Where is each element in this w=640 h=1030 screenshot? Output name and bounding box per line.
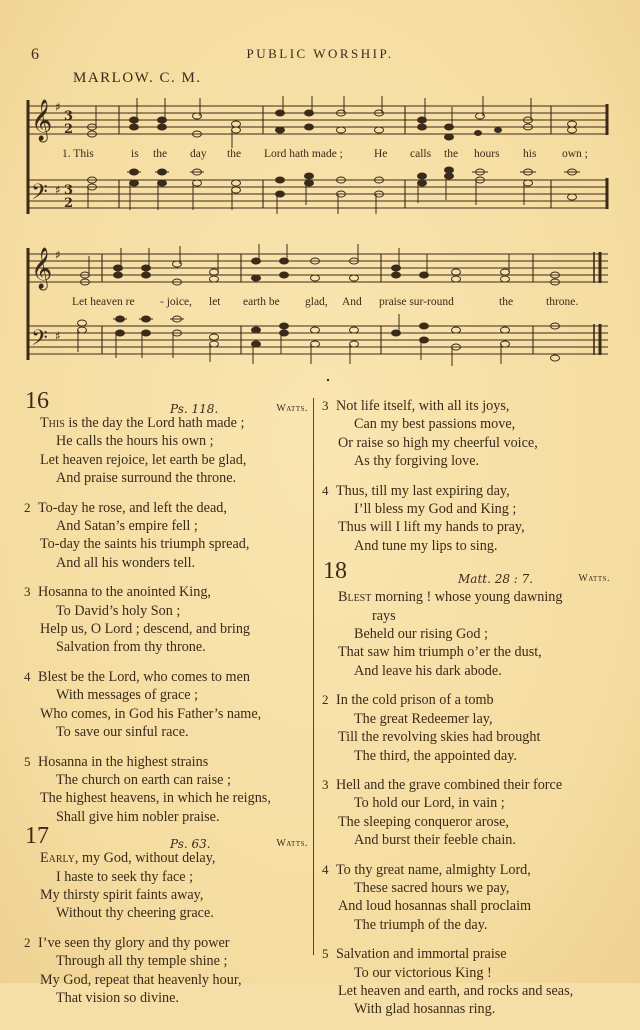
svg-text:2: 2 bbox=[64, 122, 74, 137]
svg-text:3: 3 bbox=[64, 109, 74, 124]
stanza: 5 Hosanna in the highest strains The church on earth can raise ; The highest heavens, in which he reigns, Shall give him nobler praise. bbox=[24, 753, 271, 825]
stanza: 4 Thus, till my last expiring day, I’ll bless my God and King ; Thus will I lift my hands to pray, And tune my lips to sing. bbox=[322, 482, 525, 554]
stanza: 3 Not life itself, with all its joys, Can my best passions move, Or raise so high my cheerful voice, As thy forgiving love. bbox=[322, 398, 538, 470]
running-title: PUBLIC WORSHIP. bbox=[246, 46, 394, 61]
hymn-18-header bbox=[323, 558, 610, 592]
stanza: Early, my God, without delay, I haste to seek thy face ; My thirsty spirit faints away, Without thy cheering grace. bbox=[40, 850, 216, 922]
hymn-number: 18 bbox=[323, 558, 347, 585]
svg-text:3: 3 bbox=[64, 183, 74, 198]
hymn-17-header bbox=[25, 823, 308, 857]
column-divider bbox=[313, 398, 314, 955]
svg-text:♯: ♯ bbox=[55, 329, 61, 343]
svg-text:♯: ♯ bbox=[55, 248, 61, 262]
right-column bbox=[322, 397, 610, 1030]
hymn-author: Watts. bbox=[276, 403, 308, 414]
hymn-number: 16 bbox=[25, 388, 49, 414]
stanza: 3 Hell and the grave combined their force To hold our Lord, in vain ; The sleeping conqueror arose, And burst their feeble chain. bbox=[322, 776, 563, 849]
hymn-author: Watts. bbox=[276, 838, 308, 850]
stanza: 5 Salvation and immortal praise To our victorious King ! Let heaven and earth, and rocks and seas, With glad hosannas ring. bbox=[322, 946, 574, 1018]
hymn-reference: Ps. 63. bbox=[170, 837, 211, 852]
svg-text:2: 2 bbox=[64, 196, 74, 211]
music-score bbox=[0, 0, 640, 390]
svg-text:𝄞: 𝄞 bbox=[31, 248, 53, 289]
hymn-author: Watts. bbox=[578, 573, 610, 585]
stanza: 2 To-day he rose, and left the dead, And Satan’s empire fell ; To-day the saints his triumph spread, And all his wonders tell. bbox=[24, 499, 250, 571]
stanza: 3 Hosanna to the anointed King, To David’s holy Son ; Help us, O Lord ; descend, and bring Salvation from thy throne. bbox=[24, 584, 251, 656]
stanza: This is the day the Lord hath made ; He calls the hours his own ; Let heaven rejoice, let earth be glad, And praise surround the throne. bbox=[40, 415, 247, 487]
system1-treble-staff bbox=[27, 106, 608, 134]
svg-text:𝄢: 𝄢 bbox=[31, 180, 48, 210]
hymnal-page: 6 PUBLIC WORSHIP. MARLOW. C. M. 𝄞 𝄢 𝄞 𝄢 ♯ ♯ ♯ ♯ 3 2 3 2 1. This is the day the Lord hath made ; He calls the hours his own ; Let heaven re - joice, let earth be glad, And praise sur-round the throne. 16 Ps. 118. Watts. This is the day the Lord hath made ; He calls the hours his own ; Let heaven rejoice, let earth be glad, And praise surround the throne. 2 To-day he rose, and left the dead, And Satan’s empire fell ; To-day the saints his triumph spread, And all his wonders tell. 3 Hosanna to the anointed King, To David’s holy Son ; Help us, O Lord ; descend, and bring Salvation from thy throne. 4 Blest be the Lord, who comes to men With messages of grace ; Who comes, in God his Father’s name, To save our sinful race. 5 Hosanna in the highest strains The church on earth can raise ; The highest heavens, in which he reigns, Shall give him nobler praise. 17 Ps. 63. Watts. Early, my God, without delay, I haste to seek thy face ; My thirsty spirit faints away, Without thy cheering grace. 2 I’ve seen thy glory and thy power Through all thy temple shine ; My God, repeat that heavenly hour, That vision so divine. 3 Not life itself, with all its joys, Can my best passions move, Or raise so high my cheerful voice, As thy forgiving love. 4 Thus, till my last expiring day, I’ll bless my God and King ; Thus will I lift my hands to pray, And tune my lips to sing. 18 Matt. 28 : 7. Watts. Blest morning ! whose young dawning rays Beheld our rising God ; That saw him triumph o’er the dust, And leave his dark abode. 2 In the cold prison of a tomb The great Redeemer lay, Till the revolving skies had brought The third, the appointed day. 3 Hell and the grave combined their force To hold our Lord, in vain ; The sleeping conqueror arose, And burst their feeble chain. 4 To thy great name, almighty Lord, These sacred hours we pay, And loud hosannas shall proclaim The triumph of the day. 5 Salvation and immortal praise To our victorious King ! Let heaven and earth, and rocks and seas, With glad hosannas ring. bbox=[0, 0, 640, 983]
svg-text:♯: ♯ bbox=[55, 100, 61, 114]
left-column bbox=[24, 388, 308, 1018]
svg-text:𝄞: 𝄞 bbox=[31, 100, 53, 141]
stanza: 2 In the cold prison of a tomb The great Redeemer lay, Till the revolving skies had brought The third, the appointed day. bbox=[322, 692, 541, 764]
svg-text:♯: ♯ bbox=[55, 183, 61, 197]
hymn-16-header bbox=[25, 388, 308, 422]
tune-name: MARLOW. C. M. bbox=[73, 70, 202, 86]
hymn-reference: Matt. 28 : 7. bbox=[458, 572, 534, 587]
stanza: 2 I’ve seen thy glory and thy power Through all thy temple shine ; My God, repeat that heavenly hour, That vision so divine. bbox=[24, 934, 242, 1006]
hymn-reference: Ps. 118. bbox=[170, 402, 219, 416]
stanza: 4 To thy great name, almighty Lord, These sacred hours we pay, And loud hosannas shall proclaim The triumph of the day. bbox=[322, 861, 532, 933]
page-number: 6 bbox=[31, 46, 39, 63]
stanza: Blest morning ! whose young dawning rays Beheld our rising God ; That saw him triumph o’er the dust, And leave his dark abode. bbox=[338, 589, 563, 679]
svg-text:𝄢: 𝄢 bbox=[31, 326, 48, 356]
stanza: 4 Blest be the Lord, who comes to men With messages of grace ; Who comes, in God his Father’s name, To save our sinful race. bbox=[24, 668, 262, 741]
hymn-number: 17 bbox=[25, 823, 49, 850]
